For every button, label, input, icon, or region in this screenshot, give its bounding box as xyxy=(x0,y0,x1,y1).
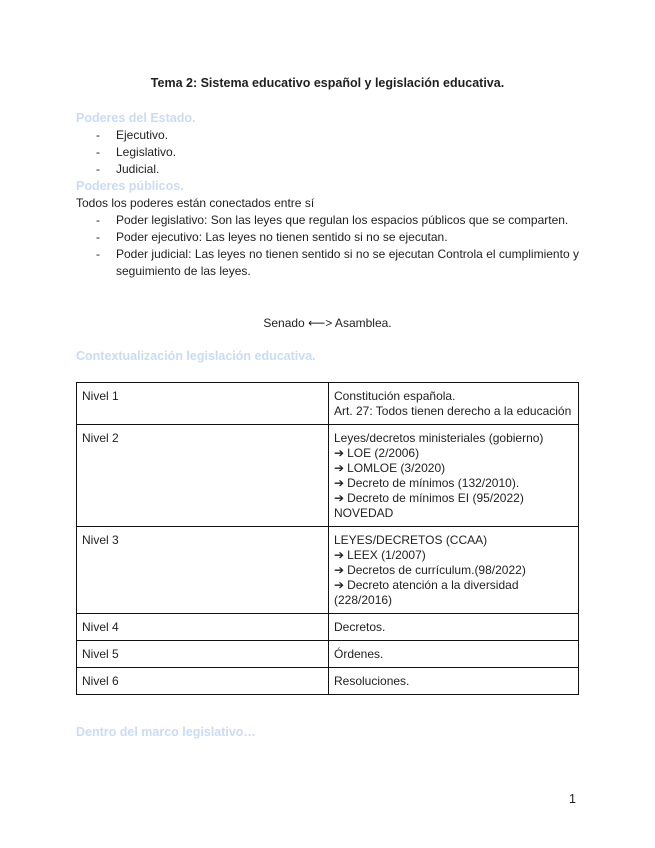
list-poderes-estado xyxy=(76,127,579,178)
list-poderes-publicos xyxy=(76,212,579,280)
arrow-icon: ➔ xyxy=(334,476,345,490)
list-dash: - xyxy=(96,145,100,159)
table-row xyxy=(77,614,579,641)
table-row xyxy=(77,668,579,695)
level-cell: Nivel 1 xyxy=(77,383,329,425)
list-dash: - xyxy=(96,247,100,261)
content-cell: Decretos. xyxy=(329,614,579,641)
content-cell: Órdenes. xyxy=(329,641,579,668)
list-dash: - xyxy=(96,128,100,142)
level-cell: Nivel 5 xyxy=(77,641,329,668)
list-item: - Poder legislativo: Son las leyes que regulan los espacios públicos que se comparten. xyxy=(96,213,569,227)
list-item: - Poder ejecutivo: Las leyes no tienen sentido si no se ejecutan. xyxy=(96,230,448,244)
content-cell: Leyes/decretos ministeriales (gobierno) ➔ LOE (2/2006) ➔ LOMLOE (3/2020) ➔ Decreto de mínimos (132/2010). ➔ Decreto de mínimos EI (95/2022) NOVEDAD xyxy=(329,425,579,527)
level-cell: Nivel 4 xyxy=(77,614,329,641)
senado-asamblea-relation: Senado ⟵> Asamblea. xyxy=(263,316,392,330)
arrow-icon: ➔ xyxy=(334,578,345,592)
heading-poderes-publicos: Poderes públicos. xyxy=(76,179,184,193)
table-row xyxy=(77,641,579,668)
list-dash: - xyxy=(96,162,100,176)
list-item: - Ejecutivo. xyxy=(96,128,169,142)
level-cell: Nivel 6 xyxy=(77,668,329,695)
list-item: - Legislativo. xyxy=(96,145,177,159)
arrow-icon: ➔ xyxy=(334,491,345,505)
table-row xyxy=(77,383,579,425)
intro-paragraph: Todos los poderes están conectados entre sí xyxy=(76,196,315,210)
heading-marco-legislativo: Dentro del marco legislativo… xyxy=(76,725,256,739)
list-dash: - xyxy=(96,213,100,227)
page-title: Tema 2: Sistema educativo español y legislación educativa. xyxy=(150,76,505,90)
legislation-levels-table xyxy=(76,382,579,695)
heading-poderes-estado: Poderes del Estado. xyxy=(76,111,196,125)
table-row xyxy=(77,527,579,614)
content-cell: LEYES/DECRETOS (CCAA) ➔ LEEX (1/2007) ➔ Decretos de currículum.(98/2022) ➔ Decreto atención a la diversidad (228/2016) xyxy=(329,527,579,614)
arrow-icon: ➔ xyxy=(334,548,345,562)
level-cell: Nivel 2 xyxy=(77,425,329,527)
arrow-icon: ➔ xyxy=(334,563,345,577)
list-item: - Judicial. xyxy=(96,162,160,176)
heading-contextualizacion: Contextualización legislación educativa. xyxy=(76,349,316,363)
level-cell: Nivel 3 xyxy=(77,527,329,614)
content-cell: Resoluciones. xyxy=(329,668,579,695)
list-dash: - xyxy=(96,230,100,244)
table-row xyxy=(77,425,579,527)
arrow-icon: ➔ xyxy=(334,446,345,460)
list-item: - Poder judicial: Las leyes no tienen sentido si no se ejecutan Controla el cumplimiento y seguimiento de las leyes. xyxy=(96,247,579,278)
page-number: 1 xyxy=(569,792,576,806)
content-cell: Constitución española. Art. 27: Todos tienen derecho a la educación xyxy=(329,383,579,425)
arrow-icon: ➔ xyxy=(334,461,345,475)
